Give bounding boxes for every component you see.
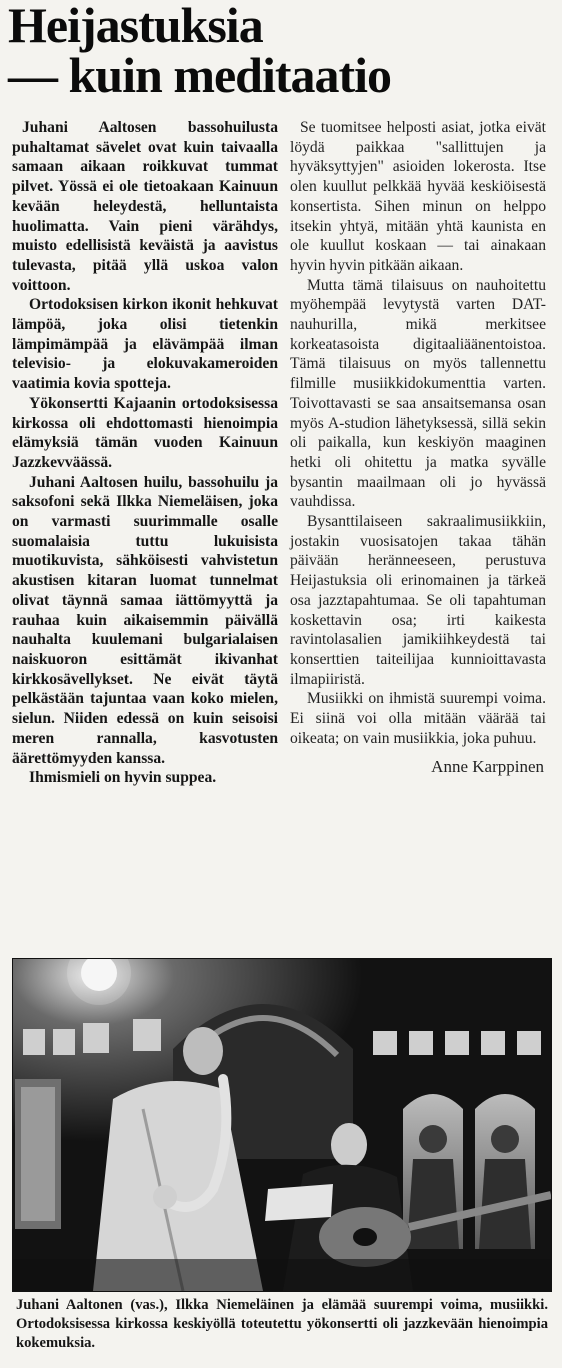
byline: Anne Karppinen <box>431 756 544 776</box>
paragraph: Bysanttilaiseen sakraalimusiikkiin, jostakin vuosisatojen takaa tähän päivään heränneeseen, perustuva Heijastuksia oli erinomainen ja tärkeä osa jazztapahtumaa. Se oli tapahtuman koskettavin osa; irti kaikesta ravintolasalien jamikiihkeydestä tai konserttien taiteilijaa kunnioittavasta ilmapiiristä. <box>290 513 546 688</box>
paragraph: Ihmismieli on hyvin suppea. <box>29 769 217 787</box>
headline <box>8 0 556 103</box>
photo-caption: Juhani Aaltonen (vas.), Ilkka Niemeläinen ja elämää suurempi voima, musiikki. Ortodoksisessa kirkossa keskiyöllä toteutettu yökonsertti oli jazzkevään hienoimpia kokemuksia. <box>16 1297 548 1351</box>
paragraph: Juhani Aaltosen huilu, bassohuilu ja saksofoni sekä Ilkka Niemeläisen, joka on varmasti suurimmalle osalle suomalaisia tuttu lukuisista muotikuvista, sähköisesti vahvistetun akustisen kitaran luomat tunnelmat olivat täynnä samaa iättömyyttä ja rauhaa kuin aikaisemmin päivällä nauhalta kuulemani bulgarialaisen naiskuoron esittämät ikivanhat kirkkosävellykset. Ne eivät täytä pelkästään tajuntaa vaan koko mielen, sielun. Niiden edessä on kuin seisoisi meren rannalla, kasvotusten äärettömyyden kanssa. <box>12 473 278 767</box>
headline-line-2: — kuin meditaatio <box>8 47 392 103</box>
concert-photo <box>12 958 552 1292</box>
paragraph: Ortodoksisen kirkon ikonit hehkuvat lämpöä, joka olisi tietenkin lämpimämpää ja elävämpää ilman televisio- ja elokuvakameroiden vaatimia kovia spotteja. <box>12 296 278 393</box>
paragraph: Musiikki on ihmistä suurempi voima. Ei siinä voi olla mitään väärää tai oikeata; on vain musiikkia, joka puhuu. <box>290 690 546 747</box>
headline-line-1: Heijastuksia <box>8 0 263 53</box>
article-column-right <box>290 118 546 776</box>
paragraph: Se tuomitsee helposti asiat, jotka eivät löydä paikkaa "sallittujen ja hyväksyttyjen" asioiden lokerosta. Itse olen kuullut pelkkää hyvää keskiöisestä konsertista. Sihen minun on helppo itsekin yhtyä, mitään yhtä kaunista en ole kuullut koskaan — tai ainakaan hyvin hyvin pitkään aikaan. <box>290 119 546 274</box>
paragraph: Juhani Aaltosen bassohuilusta puhaltamat sävelet ovat kuin taivaalla samaan aikaan roikkuvat tummat pilvet. Yössä ei ole tietoakaan Kainuun kevään heleydestä, helluntaista huolimatta. Vain pieni värähdys, muisto edellisistä keväistä ja aavistus tulevasta, pitää yllä uskoa valon voittoon. <box>12 119 278 294</box>
concert-photo-icon <box>13 959 551 1291</box>
paragraph: Yökonsertti Kajaanin ortodoksisessa kirkossa oli ehdottomasti hienoimpia elämyksiä tämän vuoden Kainuun Jazzkevväässä. <box>12 394 278 471</box>
article-column-left <box>12 118 278 788</box>
paragraph: Mutta tämä tilaisuus on nauhoitettu myöhempää levytystä varten DAT-nauhurilla, mikä merkitsee korkeatasoista digitaaliäänentoistoa. Tämä tilaisuus on myös tallennettu filmille musiikkidokumenttia varten. Toivottavasti se saa ansaitsemansa osan myös A-studion lähetyksessä, sillä sekin oli paikalla, kun keskiyön maaginen hetki oli ohitettu ja matka syvälle bysantin maailmaan oli jo hyvässä vauhdissa. <box>290 276 546 511</box>
